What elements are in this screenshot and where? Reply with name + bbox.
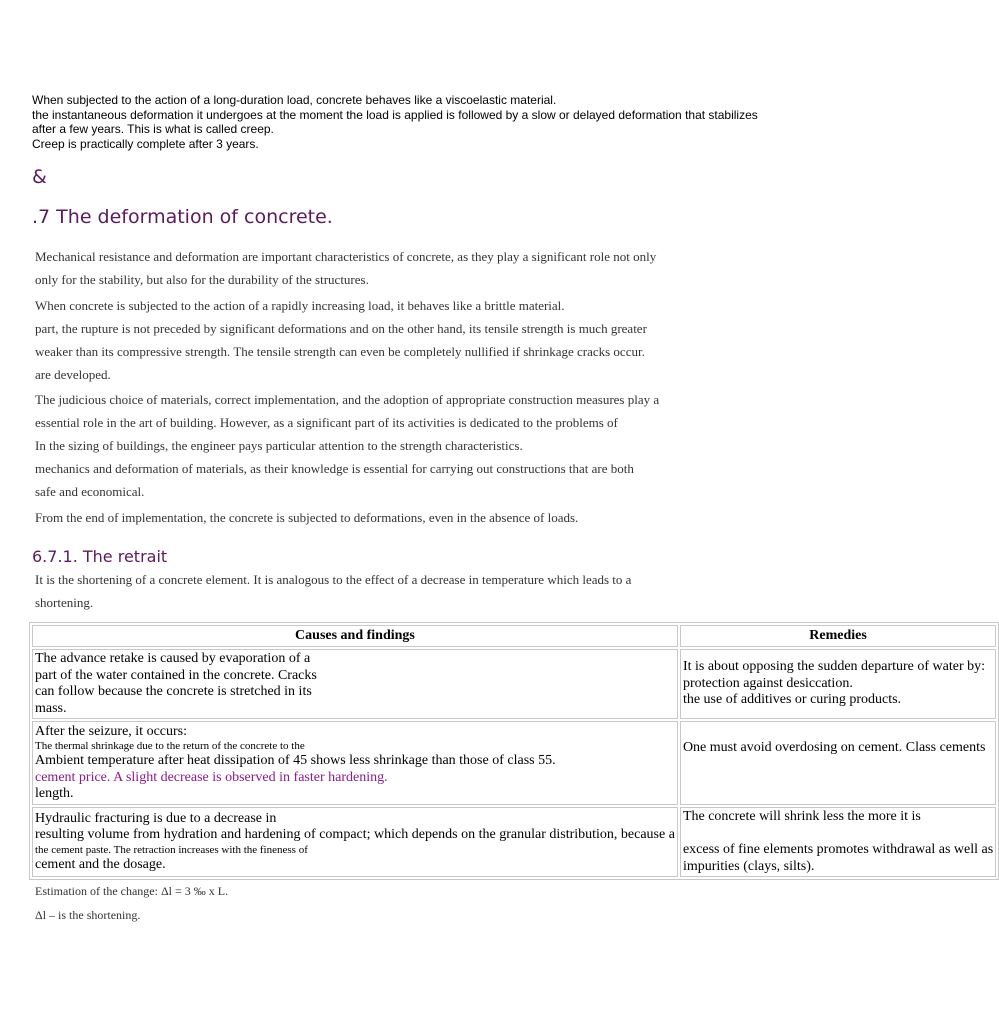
cell-line-spacer: [683, 826, 993, 843]
intro-text: [32, 93, 758, 151]
cell-line-small: the cement paste. The retraction increases with the fineness of: [35, 843, 308, 856]
table-cell: [32, 721, 678, 805]
cell-line: mass.: [35, 700, 67, 716]
intro-line: after a few years. This is what is called creep.: [32, 122, 274, 136]
retrait-line: It is the shortening of a concrete element. It is analogous to the effect of a decrease in temperature which leads to a: [35, 572, 632, 587]
section-title: .7 The deformation of concrete.: [32, 206, 333, 228]
paragraph-line: In the sizing of buildings, the engineer pays particular attention to the strength characteristics.: [35, 438, 523, 453]
paragraph-line: part, the rupture is not preceded by significant deformations and on the other hand, its tensile strength is much greater: [35, 321, 647, 336]
paragraph-line: The judicious choice of materials, correct implementation, and the adoption of appropriate construction measures play a: [35, 392, 660, 407]
cell-line: protection against desiccation.: [682, 675, 853, 691]
cell-line: One must avoid overdosing on cement. Class cements: [682, 740, 986, 755]
paragraph-line: essential role in the art of building. However, as a significant part of its activities is dedicated to the problems of: [35, 415, 618, 430]
cell-line: length.: [35, 786, 74, 801]
cell-line-overflow: resulting volume from hydration and hardening of compact; which depends on the granular distribution, because a: [35, 827, 675, 843]
header-remedies: Remedies: [680, 625, 996, 647]
intro-line: the instantaneous deformation it undergoes at the moment the load is applied is followed by a slow or delayed deformation that stabilizes: [32, 107, 758, 122]
cell-line: the use of additives or curing products.: [682, 692, 902, 708]
paragraph-line: From the end of implementation, the concrete is subjected to deformations, even in the absence of loads.: [35, 510, 579, 525]
paragraph-line: weaker than its compressive strength. The tensile strength can even be completely nullified if shrinkage cracks occur.: [35, 344, 645, 359]
shortening-note: Δl – is the shortening.: [35, 908, 141, 922]
intro-line: Creep is practically complete after 3 years.: [32, 136, 259, 151]
paragraph-line: safe and economical.: [35, 484, 145, 499]
cell-line: Hydraulic fracturing is due to a decrease in: [35, 810, 277, 826]
table-cell: [680, 807, 996, 877]
header-causes: Causes and findings: [32, 625, 678, 647]
cell-line-overflow: Ambient temperature after heat dissipation of 45 shows less shrinkage than those of class 55.: [35, 753, 556, 768]
ampersand-symbol: &: [32, 166, 47, 188]
cell-line: The concrete will shrink less the more it is: [682, 809, 921, 824]
table-cell: [680, 721, 996, 805]
subsection-title: 6.7.1. The retrait: [32, 547, 168, 566]
cell-line: impurities (clays, silts).: [682, 858, 815, 874]
cell-line: can follow because the concrete is stretched in its: [35, 684, 312, 699]
table-header-row: [32, 625, 996, 647]
cell-line: After the seizure, it occurs:: [35, 723, 187, 739]
cell-line: cement and the dosage.: [35, 856, 166, 872]
shrinkage-table: [29, 622, 999, 880]
intro-line: When subjected to the action of a long-duration load, concrete behaves like a viscoelastic material.: [32, 93, 557, 107]
paragraph-line: Mechanical resistance and deformation are important characteristics of concrete, as they play a significant role not only: [35, 249, 657, 264]
retrait-line: shortening.: [35, 595, 94, 610]
cell-line-highlight: cement price. A slight decrease is observed in faster hardening.: [35, 769, 388, 785]
paragraph-line: are developed.: [35, 367, 111, 382]
table-cell: [32, 649, 678, 719]
table-row: [32, 649, 996, 719]
cell-line-small: The thermal shrinkage due to the return of the concrete to the: [35, 740, 305, 752]
paragraph-line: mechanics and deformation of materials, as their knowledge is essential for carrying out constructions that are both: [35, 461, 634, 476]
table-row: [32, 807, 996, 877]
cell-line: The advance retake is caused by evaporation of a: [35, 651, 311, 666]
table-cell: [32, 807, 678, 877]
paragraph-line: When concrete is subjected to the action of a rapidly increasing load, it behaves like a brittle material.: [35, 298, 565, 313]
cell-line: excess of fine elements promotes withdrawal as well as: [682, 842, 994, 857]
cell-line: It is about opposing the sudden departure of water by:: [682, 659, 986, 675]
cell-line: part of the water contained in the concrete. Cracks: [35, 667, 317, 683]
table-cell: [680, 649, 996, 719]
table-row: [32, 721, 996, 805]
paragraph-line: only for the stability, but also for the durability of the structures.: [35, 272, 369, 287]
estimation-note: Estimation of the change: Δl = 3 ‰ x L.: [35, 884, 229, 898]
